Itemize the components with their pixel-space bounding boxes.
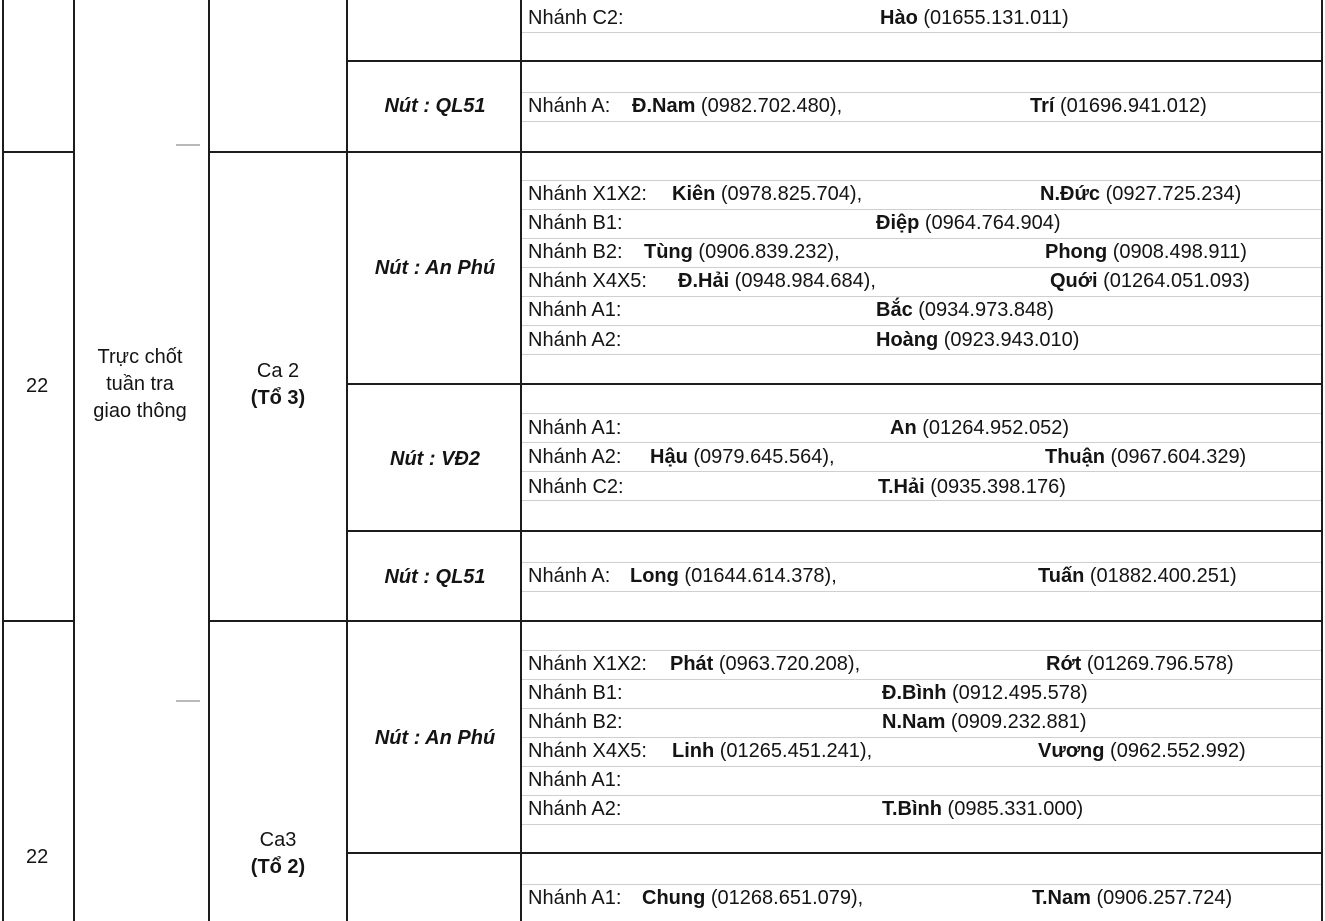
first-person [630,564,837,588]
first-person [642,886,863,910]
person-phone: (01268.651.079), [705,887,864,909]
person-phone: (01644.614.378), [678,565,837,587]
branch-label: Nhánh C2: [528,7,624,29]
second-person [1050,269,1250,293]
row-rule [522,737,1321,738]
person-phone: (0912.495.578) [946,682,1088,704]
branch-label: Nhánh A2: [528,446,622,468]
person-name: Tùng [644,241,693,263]
person-name: Đ.Nam [632,95,696,117]
row-rule [522,413,1321,414]
row-rule [522,238,1321,239]
task-line: Trực chốt [97,346,183,368]
second-person [876,298,1054,322]
person-name: Thuận [1045,446,1105,468]
person-name: Tuấn [1038,565,1085,587]
person-name: Rớt [1046,653,1082,675]
task-line: giao thông [93,400,187,422]
branch-label: Nhánh X4X5: [528,740,647,762]
day-cell: 22 [26,846,49,868]
person-name: Kiên [672,183,716,205]
person-name: Quới [1050,270,1098,292]
branch-label: Nhánh X1X2: [528,653,647,675]
day-cell: 22 [26,375,49,397]
second-person [1030,94,1207,118]
person-phone: (0985.331.000) [942,798,1084,820]
scan-mark [176,144,200,146]
person-phone: (01264.952.052) [916,417,1070,439]
node-divider-a [346,60,1323,62]
person-name: Long [630,565,679,587]
row-rule [522,267,1321,268]
person-name: Hào [880,7,918,29]
person-name: Phát [670,653,714,675]
branch-label: Nhánh A: [528,565,611,587]
branch-label: Nhánh B1: [528,682,623,704]
section-divider-1-shift [208,151,1323,153]
branch-label: Nhánh A1: [528,887,622,909]
person-phone: (0906.257.724) [1090,887,1233,909]
person-phone: (01655.131.011) [917,7,1069,29]
person-phone: (01264.051.093) [1097,270,1250,292]
row-rule [522,92,1321,93]
person-phone: (01696.941.012) [1054,95,1207,117]
row-rule [522,824,1321,825]
person-phone: (0935.398.176) [924,476,1066,498]
row-rule [522,766,1321,767]
branch-label: Nhánh A: [528,95,611,117]
branch-label: Nhánh A2: [528,798,622,820]
person-phone: (0927.725.234) [1100,183,1242,205]
branch-label: Nhánh B1: [528,212,623,234]
person-phone: (0948.984.684), [729,270,876,292]
second-person [1032,886,1232,910]
person-phone: (0908.498.911) [1107,241,1247,263]
person-phone: (0982.702.480), [695,95,843,117]
first-person [672,182,862,206]
person-phone: (0979.645.564), [687,446,835,468]
branch-label: Nhánh A1: [528,769,622,791]
first-person [678,269,876,293]
second-person [882,797,1083,821]
branch-label: Nhánh B2: [528,241,623,263]
person-phone: (0934.973.848) [912,299,1054,321]
row-rule [522,32,1321,33]
second-person [882,710,1087,734]
shift-name: Ca 2 [256,360,300,382]
task-line: tuần tra [106,373,174,395]
second-person [882,681,1088,705]
shift-team [209,854,347,881]
row-rule [522,325,1321,326]
person-phone: (0923.943.010) [938,329,1080,351]
node-label: Nút : QL51 [384,95,486,117]
person-phone: (01882.400.251) [1084,565,1237,587]
person-name: Vương [1038,740,1105,762]
column-divider-task [208,0,210,921]
person-name: An [890,417,917,439]
row-rule [522,209,1321,210]
row-rule [522,354,1321,355]
person-name: Đ.Hải [678,270,730,292]
branch-label: Nhánh C2: [528,476,624,498]
second-person [880,6,1069,30]
node-divider-c [346,530,1323,532]
shift-team [209,385,347,412]
person-name: Linh [672,740,715,762]
person-name: T.Hải [878,476,925,498]
person-name: Hậu [650,446,688,468]
table-border-right [1321,0,1323,921]
second-person [890,416,1069,440]
person-name: Phong [1045,241,1108,263]
branch-label: Nhánh A1: [528,299,622,321]
branch-label: Nhánh X1X2: [528,183,647,205]
branch-label: Nhánh B2: [528,711,623,733]
row-rule [522,442,1321,443]
person-name: N.Nam [882,711,946,733]
row-rule [522,591,1321,592]
first-person [632,94,842,118]
branch-label: Nhánh X4X5: [528,270,647,292]
row-rule [522,650,1321,651]
node-label: Nút : An Phú [374,727,496,749]
row-rule [522,180,1321,181]
column-divider-day [73,0,75,921]
second-person [1040,182,1241,206]
person-phone: (0962.552.992) [1104,740,1246,762]
section-divider-1 [2,151,74,153]
table-border-left [2,0,4,921]
second-person [876,328,1079,352]
row-rule [522,471,1321,472]
second-person [1046,652,1234,676]
shift-name: Ca3 [259,829,297,851]
row-rule [522,884,1321,885]
first-person [670,652,860,676]
person-name: Đ.Bình [882,682,947,704]
person-phone: (0963.720.208), [713,653,861,675]
branch-label: Nhánh A2: [528,329,622,351]
person-name: Chung [642,887,706,909]
second-person [878,475,1066,499]
row-rule [522,708,1321,709]
person-phone: (0909.232.881) [945,711,1087,733]
section-divider-2-shift [208,620,1323,622]
node-label: Nút : QL51 [384,566,486,588]
person-name: T.Bình [882,798,942,820]
scan-mark [176,700,200,702]
node-label: Nút : VĐ2 [390,448,480,470]
second-person [1038,564,1237,588]
shift-team-label: (Tổ 3) [250,387,306,409]
first-person [650,445,835,469]
row-rule [522,121,1321,122]
person-name: Bắc [876,299,913,321]
shift-team-label: (Tổ 2) [250,856,306,878]
person-phone: (0978.825.704), [715,183,863,205]
person-name: Hoàng [876,329,939,351]
second-person [1045,240,1247,264]
row-rule [522,679,1321,680]
person-name: Điệp [876,212,920,234]
node-label: Nút : An Phú [374,257,496,279]
row-rule [522,296,1321,297]
node-divider-d [346,852,1323,854]
first-person [672,739,872,763]
second-person [1045,445,1246,469]
person-phone: (01265.451.241), [714,740,873,762]
person-phone: (0964.764.904) [919,212,1061,234]
row-rule [522,795,1321,796]
person-phone: (01269.796.578) [1081,653,1234,675]
branch-label: Nhánh A1: [528,417,622,439]
person-name: Trí [1030,95,1055,117]
second-person [1038,739,1246,763]
person-phone: (0967.604.329) [1105,446,1247,468]
second-person [876,211,1061,235]
row-rule [522,500,1321,501]
person-name: N.Đức [1040,183,1101,205]
row-rule [522,562,1321,563]
node-divider-b [346,383,1323,385]
person-name: T.Nam [1032,887,1091,909]
first-person [644,240,840,264]
section-divider-2 [2,620,74,622]
person-phone: (0906.839.232), [692,241,840,263]
